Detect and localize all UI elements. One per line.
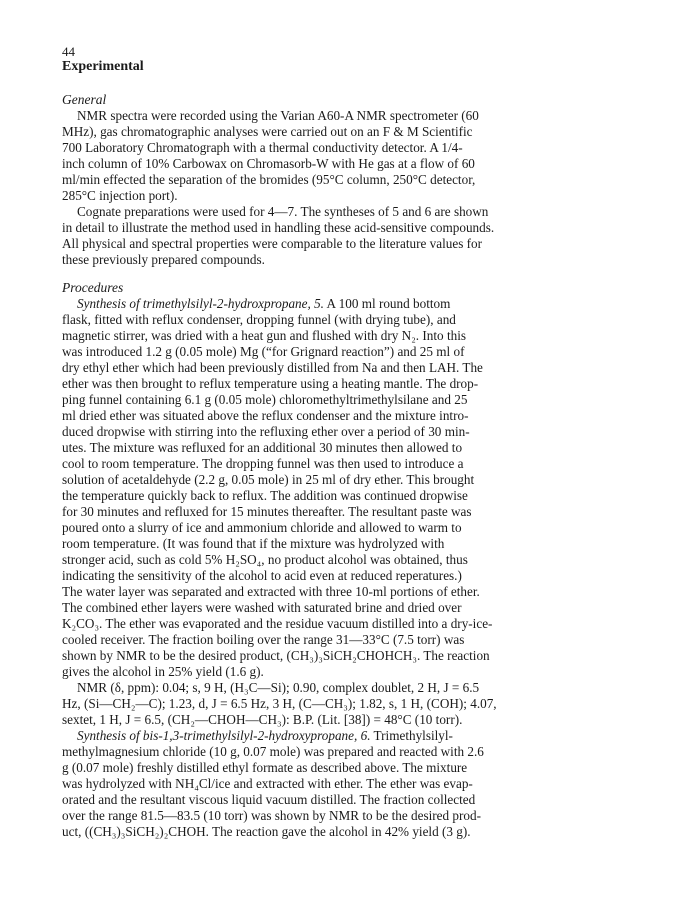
text-line: sextet, 1 H, J = 6.5, (CH₂—CHOH—CH₃): B.P. (Lit. [38]) = 48°C (10 torr). <box>62 712 463 727</box>
text-line: ml dried ether was situated above the reflux condenser and the mixture intro- <box>62 408 469 423</box>
text-line: indicating the sensitivity of the alcohol to acid even at reduced reperatures.) <box>62 568 462 583</box>
text-line: room temperature. (It was found that if the mixture was hydrolyzed with <box>62 536 445 551</box>
text-line: flask, fitted with reflux condenser, dropping funnel (with drying tube), and <box>62 312 456 327</box>
text-line: for 30 minutes and refluxed for 15 minutes thereafter. The resultant paste was <box>62 504 472 519</box>
section-heading-procedures: Procedures <box>62 280 124 295</box>
text-line: g (0.07 mole) freshly distilled ethyl formate as described above. The mixture <box>62 760 468 775</box>
text-line: ping funnel containing 6.1 g (0.05 mole) chloromethyltrimethylsilane and 25 <box>62 392 468 407</box>
text-line: shown by NMR to be the desired product, (CH₃)₃SiCH₂CHOHCH₃. The reaction <box>62 648 490 663</box>
text-line: uct, ((CH₃)₃SiCH₂)₂CHOH. The reaction gave the alcohol in 42% yield (3 g). <box>62 824 471 839</box>
text-line: 285°C injection port). <box>62 188 178 203</box>
text-line: orated and the resultant viscous liquid vacuum distilled. The fraction collected <box>62 792 476 807</box>
text-line: poured onto a slurry of ice and ammonium chloride and allowed to warm to <box>62 520 462 535</box>
text-line: 700 Laboratory Chromatograph with a thermal conductivity detector. A 1/4- <box>62 140 463 155</box>
text-line: methylmagnesium chloride (10 g, 0.07 mole) was prepared and reacted with 2.6 <box>62 744 484 759</box>
text-line <box>62 296 642 312</box>
text-line: these previously prepared compounds. <box>62 252 265 267</box>
text-line: ether was then brought to reflux temperature using a heating mantle. The drop- <box>62 376 479 391</box>
text-line <box>62 728 642 744</box>
general-paragraph-1 <box>62 108 642 204</box>
text-line: cooled receiver. The fraction boiling over the range 31—33°C (7.5 torr) was <box>62 632 465 647</box>
text-line: magnetic stirrer, was dried with a heat gun and flushed with dry N₂. Into this <box>62 328 466 343</box>
text-line: The water layer was separated and extracted with three 10-ml portions of ether. <box>62 584 480 599</box>
general-paragraph-2 <box>62 204 642 268</box>
text-line: The combined ether layers were washed with saturated brine and dried over <box>62 600 462 615</box>
text-line: gives the alcohol in 25% yield (1.6 g). <box>62 664 264 679</box>
nmr-data-paragraph <box>62 680 642 728</box>
text-line: over the range 81.5—83.5 (10 torr) was shown by NMR to be the desired prod- <box>62 808 481 823</box>
text-line: inch column of 10% Carbowax on Chromasorb-W with He gas at a flow of 60 <box>62 156 475 171</box>
text-line: duced dropwise with stirring into the refluxing ether over a period of 30 min- <box>62 424 470 439</box>
page-number: 44 <box>62 44 75 59</box>
text-line: All physical and spectral properties were comparable to the literature values for <box>62 236 482 251</box>
chapter-title: Experimental <box>62 59 144 74</box>
text-line: K₂CO₃. The ether was evaporated and the residue vacuum distilled into a dry-ice- <box>62 616 493 631</box>
section-heading-general: General <box>62 92 107 107</box>
text-line: Hz, (Si—CH₂—C); 1.23, d, J = 6.5 Hz, 3 H, (C—CH₃); 1.82, s, 1 H, (COH); 4.07, <box>62 696 497 711</box>
text-line: Cognate preparations were used for 4—7. The syntheses of 5 and 6 are shown <box>77 204 489 219</box>
text-line: dry ethyl ether which had been previously distilled from Na and then LAH. The <box>62 360 483 375</box>
text-line: the temperature quickly back to reflux. The addition was continued dropwise <box>62 488 468 503</box>
text-line: NMR spectra were recorded using the Varian A60-A NMR spectrometer (60 <box>77 108 479 123</box>
text-line: was introduced 1.2 g (0.05 mole) Mg (“for Grignard reaction”) and 25 ml of <box>62 344 465 359</box>
text-line: MHz), gas chromatographic analyses were carried out on an F & M Scientific <box>62 124 473 139</box>
text-line: cool to room temperature. The dropping funnel was then used to introduce a <box>62 456 464 471</box>
text-line: in detail to illustrate the method used in handling these acid-sensitive compounds. <box>62 220 495 235</box>
text-line: utes. The mixture was refluxed for an additional 30 minutes then allowed to <box>62 440 463 455</box>
procedure-paragraph-2 <box>62 728 642 840</box>
procedure-paragraph-1 <box>62 296 642 680</box>
text-line: was hydrolyzed with NH₄Cl/ice and extracted with ether. The ether was evap- <box>62 776 473 791</box>
text-line: ml/min effected the separation of the bromides (95°C column, 250°C detector, <box>62 172 476 187</box>
procedure-title-6: Synthesis of bis-1,3-trimethylsilyl-2-hydroxypropane, 6. <box>77 728 371 743</box>
procedure-title-5: Synthesis of trimethylsilyl-2-hydroxpropane, 5. <box>77 296 324 311</box>
text-line: NMR (δ, ppm): 0.04; s, 9 H, (H₃C—Si); 0.90, complex doublet, 2 H, J = 6.5 <box>77 680 480 695</box>
text-line: solution of acetaldehyde (2.2 g, 0.05 mole) in 25 ml of dry ether. This brought <box>62 472 475 487</box>
text-span: A 100 ml round bottom <box>323 296 451 311</box>
text-line: stronger acid, such as cold 5% H₂SO₄, no product alcohol was obtained, thus <box>62 552 468 567</box>
text-span: Trimethylsilyl- <box>370 728 453 743</box>
